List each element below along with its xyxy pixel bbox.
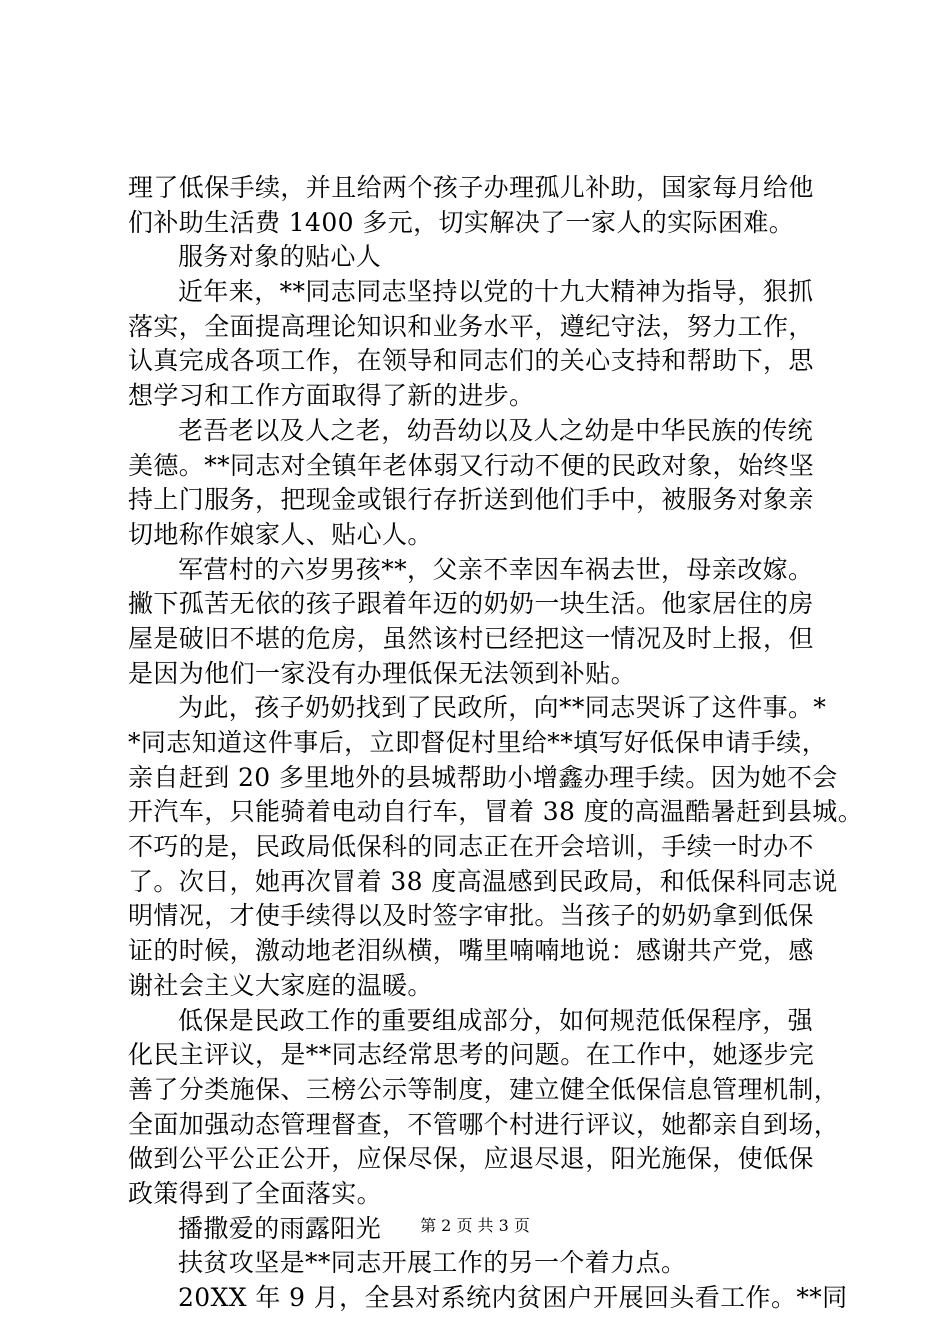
text-line: 为此，孩子奶奶找到了民政所，向**同志哭诉了这件事。* [178, 693, 827, 723]
text-line: 全面加强动态管理督查，不管哪个村进行评议，她都亲自到场， [128, 1109, 840, 1139]
text-line: 亲自赶到 20 多里地外的县城帮助小增鑫办理手续。因为她不会 [128, 762, 838, 792]
text-line: 是因为他们一家没有办理低保无法领到补贴。 [128, 658, 637, 688]
text-line: 开汽车，只能骑着电动自行车，冒着 38 度的高温酷暑赶到县城。 [128, 797, 864, 827]
text-line: 20XX 年 9 月，全县对系统内贫困户开展回头看工作。**同 [178, 1283, 848, 1312]
text-line: 证的时候，激动地老泪纵横，嘴里喃喃地说：感谢共产党，感 [128, 936, 814, 966]
text-line: 做到公平公正公开，应保尽保，应退尽退，阳光施保，使低保 [128, 1144, 814, 1174]
text-line: *同志知道这件事后，立即督促村里给**填写好低保申请手续， [128, 728, 828, 757]
text-line: 低保是民政工作的重要组成部分，如何规范低保程序，强 [178, 1005, 814, 1035]
text-line: 军营村的六岁男孩**，父亲不幸因车祸去世，母亲改嫁。 [178, 554, 814, 584]
document-body [128, 171, 864, 1316]
text-line: 谢社会主义大家庭的温暖。 [128, 970, 433, 1000]
text-line: 老吾老以及人之老，幼吾幼以及人之幼是中华民族的传统 [178, 415, 814, 445]
text-line: 们补助生活费 1400 多元，切实解决了一家人的实际困难。 [128, 207, 795, 237]
page-footer [0, 1216, 950, 1236]
page-number: 第 2 页 共 3 页 [420, 1216, 530, 1235]
section-heading: 播撒爱的雨露阳光 [178, 1213, 382, 1243]
text-line: 了。次日，她再次冒着 38 度高温感到民政局，和低保科同志说 [128, 866, 838, 896]
text-line: 美德。**同志对全镇年老体弱又行动不便的民政对象，始终坚 [128, 450, 815, 480]
text-line: 近年来，**同志同志坚持以党的十九大精神为指导，狠抓 [178, 277, 814, 307]
section-heading: 服务对象的贴心人 [178, 242, 382, 272]
text-line: 明情况，才使手续得以及时签字审批。当孩子的奶奶拿到低保 [128, 901, 814, 931]
text-line: 理了低保手续，并且给两个孩子办理孤儿补助，国家每月给他 [128, 173, 814, 202]
text-line: 不巧的是，民政局低保科的同志正在开会培训，手续一时办不 [128, 832, 814, 862]
text-line: 化民主评议，是**同志经常思考的问题。在工作中，她逐步完 [128, 1040, 815, 1070]
text-line: 扶贫攻坚是**同志开展工作的另一个着力点。 [178, 1248, 687, 1278]
text-line: 切地称作娘家人、贴心人。 [128, 519, 433, 549]
text-line: 想学习和工作方面取得了新的进步。 [128, 381, 535, 411]
text-line: 屋是破旧不堪的危房，虽然该村已经把这一情况及时上报，但 [128, 623, 814, 653]
text-line: 落实，全面提高理论知识和业务水平，遵纪守法，努力工作， [128, 311, 814, 341]
text-line: 政策得到了全面落实。 [128, 1178, 383, 1208]
text-line: 持上门服务，把现金或银行存折送到他们手中，被服务对象亲 [128, 485, 814, 515]
text-line: 善了分类施保、三榜公示等制度，建立健全低保信息管理机制， [128, 1074, 840, 1104]
text-line: 撇下孤苦无依的孩子跟着年迈的奶奶一块生活。他家居住的房 [128, 589, 814, 619]
text-line: 认真完成各项工作，在领导和同志们的关心支持和帮助下，思 [128, 346, 814, 376]
